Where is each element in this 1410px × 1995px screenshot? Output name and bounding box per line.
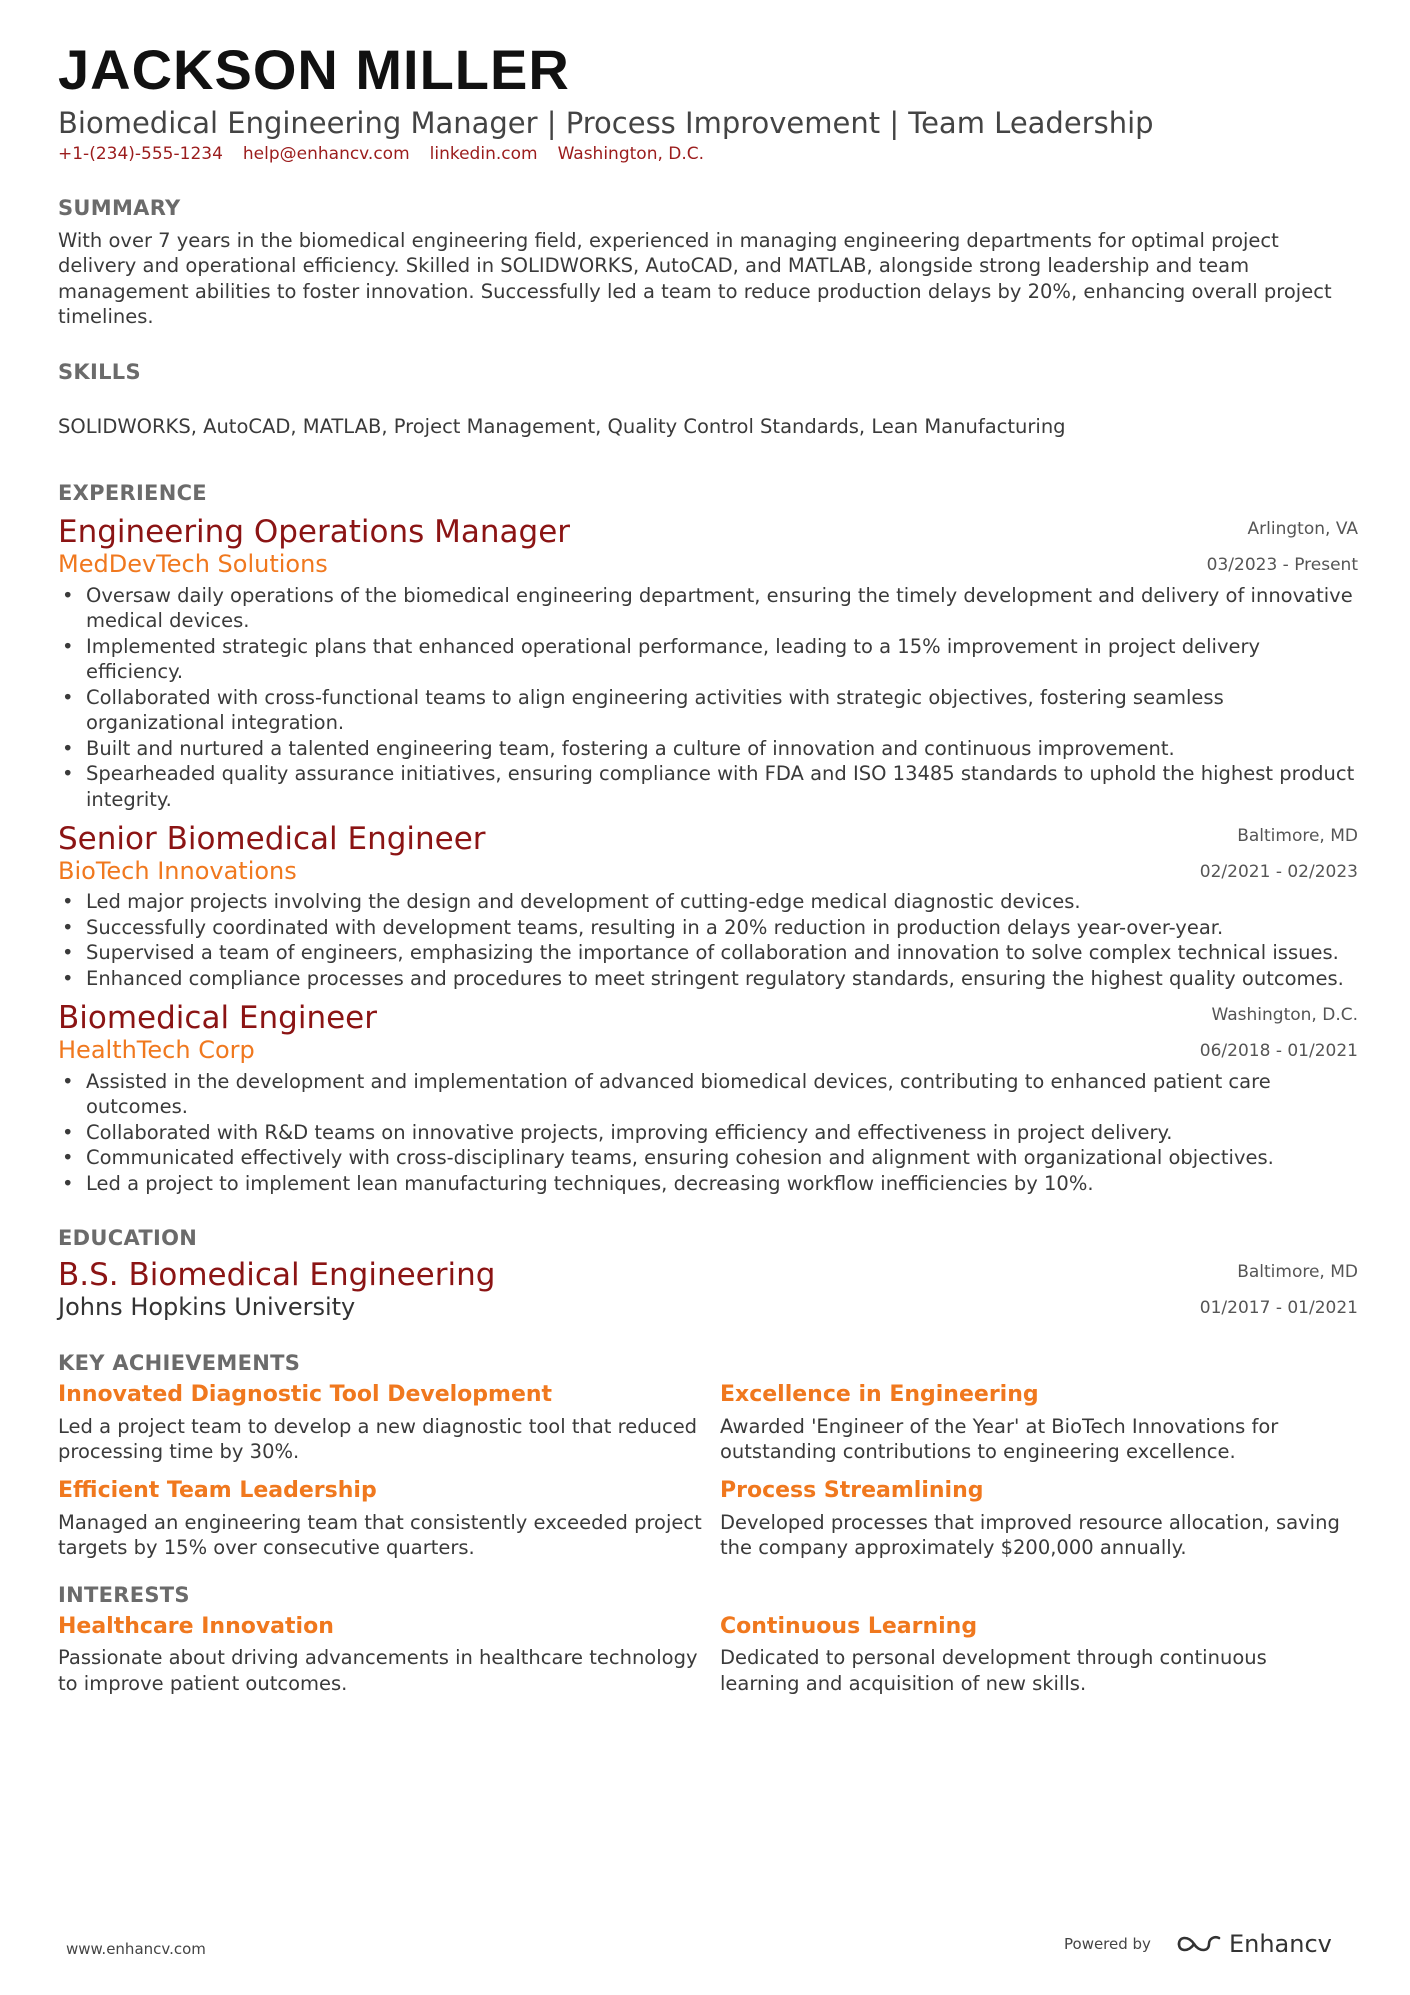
location-text: Washington, D.C. [557, 143, 705, 164]
achievement-desc: Developed processes that improved resource allocation, saving the company approximately $200,000 annually. [720, 1510, 1340, 1560]
email-link[interactable]: help@enhancv.com [242, 143, 410, 164]
candidate-name: JACKSON MILLER [58, 38, 570, 101]
achievement-desc: Awarded 'Engineer of the Year' at BioTech Innovations for outstanding contributions to engineering excellence. [720, 1414, 1279, 1464]
skills-heading: SKILLS [58, 359, 141, 384]
achievement-title: Innovated Diagnostic Tool Development [58, 1382, 553, 1408]
bullet-item: • Collaborated with cross-functional teams to align engineering activities with strategic objectives, fostering seamless organizational integration. [58, 685, 1358, 736]
bullet-item: • Enhanced compliance processes and procedures to meet stringent regulatory standards, ensuring the highest quality outcomes. [58, 966, 1358, 992]
achievement-item [58, 1381, 720, 1465]
edu-meta [1200, 1258, 1358, 1330]
job-role: Engineering Operations Manager [58, 514, 571, 551]
edu-degree: B.S. Biomedical Engineering [58, 1257, 496, 1294]
bullet-item: • Spearheaded quality assurance initiatives, ensuring compliance with FDA and ISO 13485 standards to uphold the highest product integrity. [58, 761, 1358, 812]
skills-text: SOLIDWORKS, AutoCAD, MATLAB, Project Management, Quality Control Standards, Lean Manufacturing [58, 414, 1066, 438]
achievement-desc: Managed an engineering team that consistently exceeded project targets by 15% over consecutive quarters. [58, 1510, 702, 1560]
bullet-item: • Led major projects involving the design and development of cutting-edge medical diagnostic devices. [58, 889, 1358, 915]
linkedin-link[interactable]: linkedin.com [429, 143, 538, 164]
bullet-item: • Implemented strategic plans that enhanced operational performance, leading to a 15% improvement in project delivery efficiency. [58, 634, 1358, 685]
bullet-item: • Successfully coordinated with development teams, resulting in a 20% reduction in production delays year-over-year. [58, 915, 1358, 941]
bullet-item: • Supervised a team of engineers, emphasizing the importance of collaboration and innovation to solve complex technical issues. [58, 940, 1358, 966]
achievement-desc: Led a project team to develop a new diagnostic tool that reduced processing time by 30%. [58, 1414, 698, 1464]
achievement-title: Process Streamlining [720, 1477, 984, 1503]
job-company: HealthTech Corp [58, 1036, 255, 1064]
edu-dates: 01/2017 - 01/2021 [1199, 1298, 1358, 1319]
interest-title: Continuous Learning [720, 1613, 978, 1639]
bullet-item: • Collaborated with R&D teams on innovative projects, improving efficiency and effectiveness in project delivery. [58, 1120, 1358, 1146]
summary-heading: SUMMARY [58, 195, 181, 220]
powered-by-text: Powered by [1064, 1935, 1151, 1953]
interest-desc: Dedicated to personal development through continuous learning and acquisition of new skills. [720, 1646, 1267, 1695]
bullet-item: • Oversaw daily operations of the biomedical engineering department, ensuring the timely development and delivery of innovative medical devices. [58, 583, 1358, 634]
job-dates: 06/2018 - 01/2021 [1199, 1041, 1358, 1062]
job-entry [58, 1001, 1358, 1196]
job-entry [58, 515, 1358, 812]
job-role: Biomedical Engineer [58, 1000, 377, 1037]
job-dates: 02/2021 - 02/2023 [1199, 862, 1358, 883]
footer-brand [1064, 1930, 1332, 1958]
interest-title: Healthcare Innovation [58, 1613, 334, 1639]
job-company: MedDevTech Solutions [58, 550, 328, 579]
job-meta [1200, 1001, 1358, 1073]
phone-link[interactable]: +1-(234)-555-1234 [58, 143, 223, 164]
edu-location: Baltimore, MD [1237, 1262, 1358, 1283]
edu-school: Johns Hopkins University [58, 1292, 356, 1321]
footer-website[interactable]: www.enhancv.com [66, 1940, 206, 1958]
interests-grid [58, 1613, 1358, 1697]
brand-name: Enhancv [1228, 1930, 1332, 1958]
job-meta [1200, 822, 1358, 894]
interest-item [58, 1613, 720, 1697]
headline: Biomedical Engineering Manager | Process Improvement | Team Leadership [58, 106, 1154, 140]
achievement-title: Excellence in Engineering [720, 1382, 1039, 1408]
achievement-item [720, 1477, 1340, 1561]
bullet-item: • Led a project to implement lean manufacturing techniques, decreasing workflow inefficiencies by 10%. [58, 1171, 1358, 1197]
enhancv-logo[interactable] [1175, 1930, 1332, 1958]
job-company: BioTech Innovations [58, 856, 297, 885]
achievements-grid [58, 1381, 1358, 1560]
contact-bar [58, 144, 1358, 164]
job-bullets [58, 889, 1358, 991]
interest-item [720, 1613, 1340, 1697]
job-entry [58, 822, 1358, 991]
summary-text: With over 7 years in the biomedical engineering field, experienced in managing engineering departments for optimal project delivery and operational efficiency. Skilled in SOLIDWORKS, AutoCAD, and MATLAB, alongside strong leadership and team management abilities to foster innovation. Successfully led a team to reduce production delays by 20%, enhancing overall project timelines. [58, 228, 1332, 329]
job-location: Baltimore, MD [1237, 826, 1358, 847]
job-bullets [58, 1069, 1358, 1197]
interest-desc: Passionate about driving advancements in healthcare technology to improve patient outcomes. [58, 1646, 698, 1695]
achievement-item [58, 1477, 720, 1561]
achievement-title: Efficient Team Leadership [58, 1477, 377, 1503]
interests-heading: INTERESTS [58, 1582, 190, 1607]
education-entry [58, 1258, 1358, 1321]
bullet-item: • Communicated effectively with cross-disciplinary teams, ensuring cohesion and alignment with organizational objectives. [58, 1145, 1358, 1171]
experience-heading: EXPERIENCE [58, 481, 207, 506]
bullet-item: • Built and nurtured a talented engineering team, fostering a culture of innovation and continuous improvement. [58, 736, 1358, 762]
job-dates: 03/2023 - Present [1206, 555, 1358, 576]
enhancv-logo-icon [1175, 1932, 1221, 1956]
job-location: Washington, D.C. [1211, 1005, 1358, 1026]
bullet-item: • Assisted in the development and implementation of advanced biomedical devices, contributing to enhanced patient care outcomes. [58, 1069, 1358, 1120]
job-location: Arlington, VA [1247, 519, 1358, 540]
job-bullets [58, 583, 1358, 813]
achievement-item [720, 1381, 1340, 1465]
achievements-heading: KEY ACHIEVEMENTS [58, 1351, 301, 1376]
resume-page [58, 38, 1358, 1696]
job-role: Senior Biomedical Engineer [58, 821, 486, 858]
education-heading: EDUCATION [58, 1226, 198, 1251]
job-meta [1207, 515, 1358, 587]
